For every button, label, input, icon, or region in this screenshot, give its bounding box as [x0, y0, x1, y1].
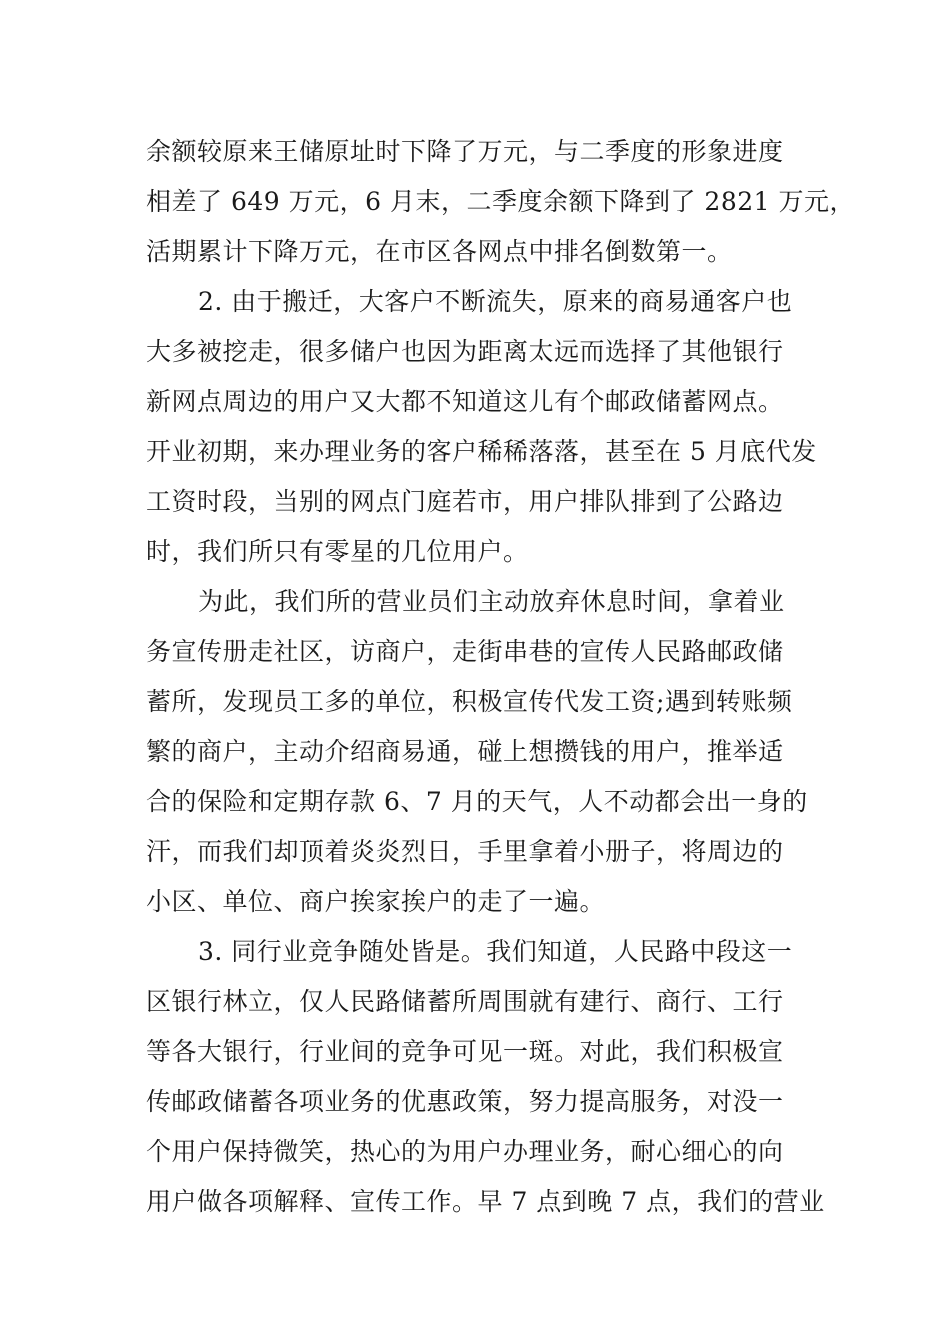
document-body — [146, 127, 855, 1227]
text-line: 相差了 649 万元，6 月末，二季度余额下降到了 2821 万元， — [146, 187, 855, 216]
text-line: 等各大银行，行业间的竞争可见一斑。对此，我们积极宣 — [146, 1037, 784, 1066]
text-line: 工资时段，当别的网点门庭若市，用户排队排到了公路边 — [146, 487, 784, 516]
text-line: 传邮政储蓄各项业务的优惠政策，努力提高服务，对没一 — [146, 1087, 784, 1116]
text-line: 蓄所，发现员工多的单位，积极宣传代发工资;遇到转账频 — [146, 687, 793, 716]
text-line: 2. 由于搬迁，大客户不断流失，原来的商易通客户也 — [198, 287, 793, 316]
text-line: 活期累计下降万元，在市区各网点中排名倒数第一。 — [146, 237, 733, 266]
text-line: 大多被挖走，很多储户也因为距离太远而选择了其他银行 — [146, 337, 784, 366]
text-line: 汗，而我们却顶着炎炎烈日，手里拿着小册子，将周边的 — [146, 837, 784, 866]
text-line: 个用户保持微笑，热心的为用户办理业务，耐心细心的向 — [146, 1137, 784, 1166]
text-line: 为此，我们所的营业员们主动放弃休息时间，拿着业 — [198, 587, 785, 616]
text-line: 余额较原来王储原址时下降了万元，与二季度的形象进度 — [146, 137, 784, 166]
text-line: 合的保险和定期存款 6、7 月的天气，人不动都会出一身的 — [146, 787, 808, 816]
text-line: 务宣传册走社区，访商户，走街串巷的宣传人民路邮政储 — [146, 637, 784, 666]
text-line: 繁的商户，主动介绍商易通，碰上想攒钱的用户，推举适 — [146, 737, 784, 766]
text-line: 时，我们所只有零星的几位用户。 — [146, 537, 529, 566]
text-line: 3. 同行业竞争随处皆是。我们知道，人民路中段这一 — [198, 937, 793, 966]
text-line: 新网点周边的用户又大都不知道这儿有个邮政储蓄网点。 — [146, 387, 784, 416]
text-line: 小区、单位、商户挨家挨户的走了一遍。 — [146, 887, 606, 916]
text-line: 用户做各项解释、宣传工作。早 7 点到晚 7 点，我们的营业 — [146, 1187, 825, 1216]
text-line: 开业初期，来办理业务的客户稀稀落落，甚至在 5 月底代发 — [146, 437, 817, 466]
text-line: 区银行林立，仅人民路储蓄所周围就有建行、商行、工行 — [146, 987, 784, 1016]
